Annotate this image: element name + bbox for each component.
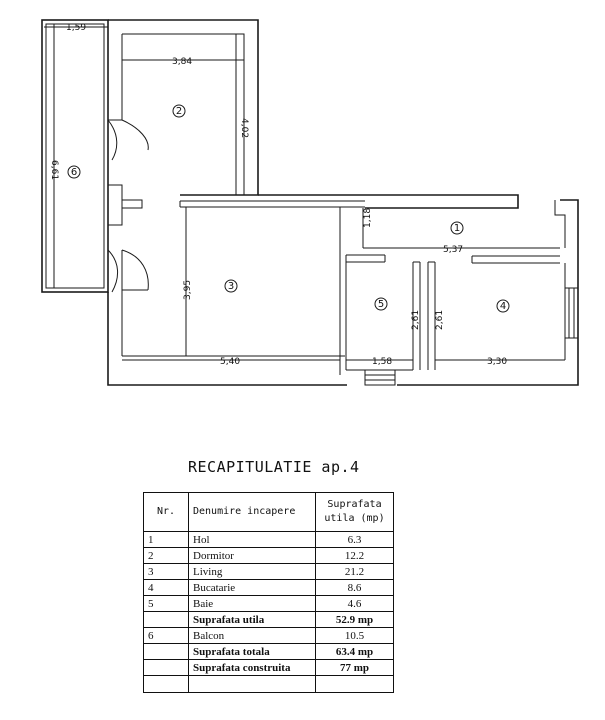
balcony-row [144, 628, 394, 644]
row-nr: 6 [144, 628, 189, 644]
header-area-line2: utila (mp) [324, 513, 385, 524]
table-row [144, 532, 394, 548]
row-area: 8.6 [316, 580, 394, 596]
row-name: Baie [189, 596, 316, 612]
row-nr: 2 [144, 548, 189, 564]
row-nr: 5 [144, 596, 189, 612]
table-row [144, 580, 394, 596]
row-name [189, 676, 316, 693]
header-nr: Nr. [144, 493, 189, 532]
dim-bedroom-width: 3,84 [172, 57, 193, 67]
dim-balcony-length: 6,61 [49, 160, 59, 181]
room-marker-2 [173, 105, 185, 117]
dim-bedroom-depth: 4,02 [239, 118, 249, 139]
room-number-5: 5 [377, 299, 385, 310]
table-row [144, 596, 394, 612]
balcony-door [108, 120, 148, 292]
row-name: Suprafata utila [189, 612, 316, 628]
row-area: 52.9 mp [316, 612, 394, 628]
row-nr [144, 660, 189, 676]
row-name: Balcon [189, 628, 316, 644]
row-nr: 3 [144, 564, 189, 580]
room-number-3: 3 [227, 281, 235, 292]
dim-kitchen-width: 3,30 [487, 357, 508, 367]
header-name: Denumire incapere [189, 493, 316, 532]
total-area-row [144, 644, 394, 660]
room-marker-4 [497, 300, 509, 312]
room-number-1: 1 [453, 223, 461, 234]
header-area [316, 493, 394, 532]
apartment-walls [108, 195, 578, 385]
entry-steps [365, 370, 395, 385]
dim-hall-length: 5,37 [443, 245, 464, 255]
dim-kitchen-depth: 2,61 [435, 309, 445, 330]
room-marker-3 [225, 280, 237, 292]
room-number-4: 4 [499, 301, 507, 312]
table-header-row [144, 493, 394, 532]
balcony-outline [42, 20, 108, 292]
table-row [144, 564, 394, 580]
room-marker-6 [68, 166, 80, 178]
header-area-line1: Suprafata [327, 499, 382, 510]
table-row [144, 548, 394, 564]
row-nr: 4 [144, 580, 189, 596]
row-name: Living [189, 564, 316, 580]
room-marker-1 [451, 222, 463, 234]
summary-title: RECAPITULATIE ap.4 [188, 458, 360, 476]
row-area: 4.6 [316, 596, 394, 612]
row-area: 63.4 mp [316, 644, 394, 660]
row-area [316, 676, 394, 693]
room-marker-5 [375, 298, 387, 310]
built-area-row [144, 660, 394, 676]
summary-table [143, 492, 394, 693]
row-name: Bucatarie [189, 580, 316, 596]
room-number-6: 6 [70, 167, 78, 178]
dim-living-width: 5,40 [220, 357, 241, 367]
row-nr: 1 [144, 532, 189, 548]
row-area: 6.3 [316, 532, 394, 548]
row-area: 12.2 [316, 548, 394, 564]
dim-hall-depth: 1,18 [363, 207, 373, 228]
row-nr [144, 612, 189, 628]
row-area: 21.2 [316, 564, 394, 580]
empty-row [144, 676, 394, 693]
dim-balcony-width: 1,59 [66, 23, 87, 33]
dim-bath-width: 1,58 [372, 357, 393, 367]
row-name: Suprafata construita [189, 660, 316, 676]
row-name: Dormitor [189, 548, 316, 564]
row-name: Hol [189, 532, 316, 548]
dim-living-depth: 3,95 [183, 279, 193, 300]
row-nr [144, 676, 189, 693]
row-nr [144, 644, 189, 660]
row-area: 77 mp [316, 660, 394, 676]
useful-area-row [144, 612, 394, 628]
dim-bath-depth: 2,61 [411, 309, 421, 330]
room-number-2: 2 [175, 106, 183, 117]
row-name: Suprafata totala [189, 644, 316, 660]
row-area: 10.5 [316, 628, 394, 644]
